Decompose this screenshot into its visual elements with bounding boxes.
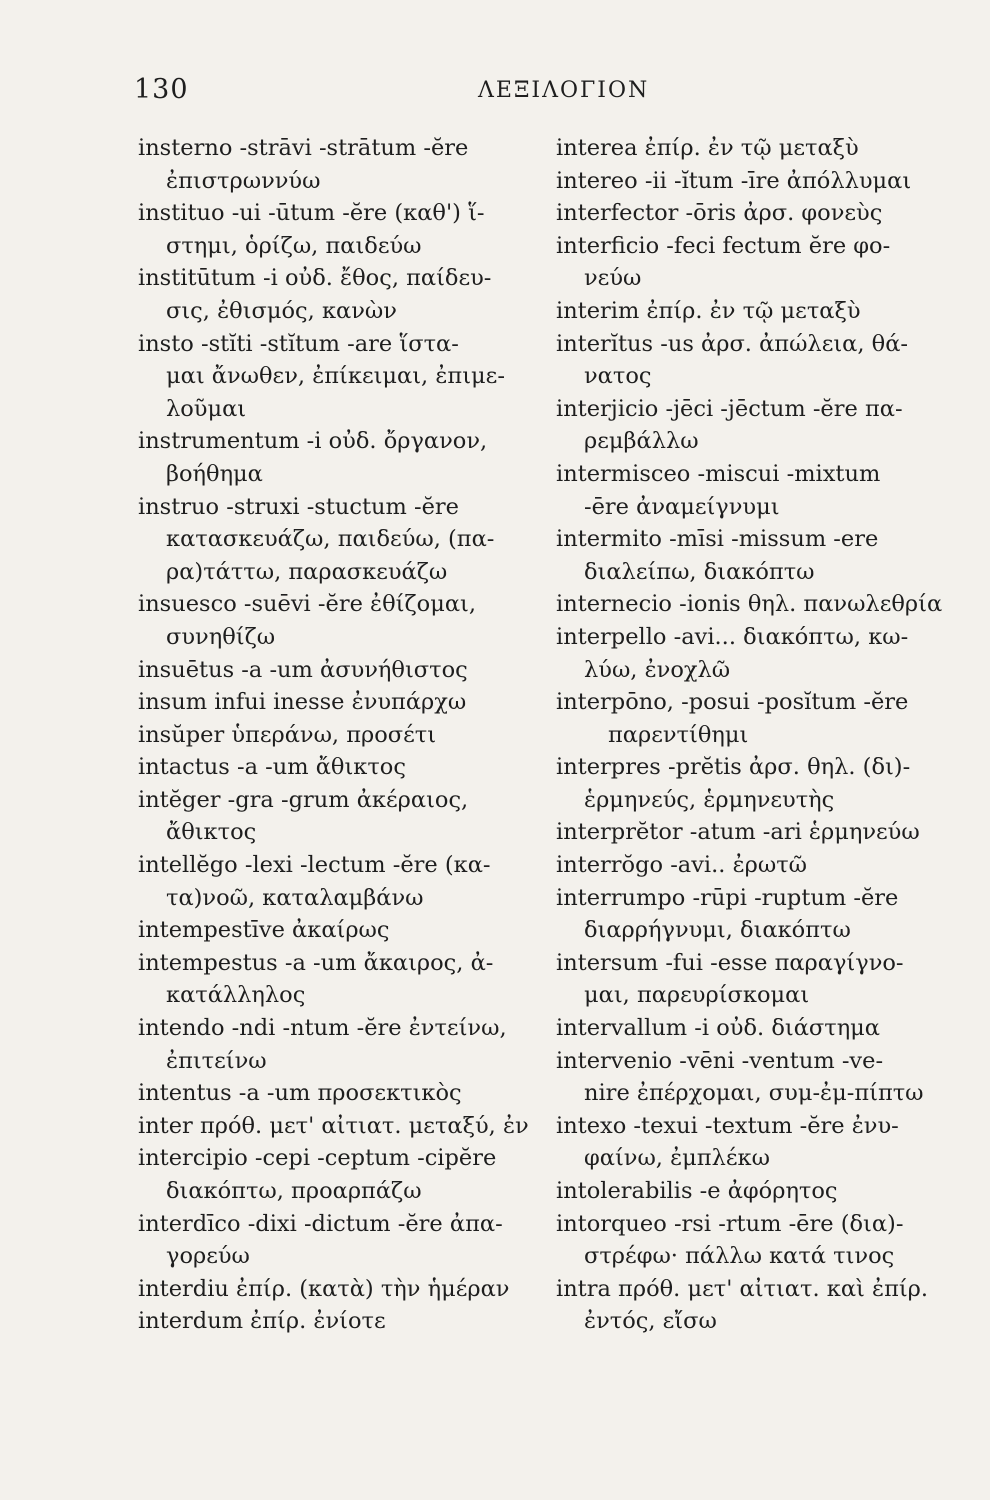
entry-line: ἑρμηνεύς, ἑρμηνευτὴς	[584, 786, 835, 813]
entry-line: interea ἐπίρ. ἐν τῷ μεταξὺ	[556, 135, 859, 161]
running-head: ΛΕΞΙΛΟΓΙΟΝ	[478, 78, 650, 103]
entry-line: internecio -ionis θηλ. πανωλεθρία	[556, 591, 943, 618]
entry-line: insum infui inesse ἐνυπάρχω	[138, 689, 467, 716]
entry-line: insto -stĭti -stĭtum -are ἵστα-	[138, 330, 459, 357]
entry-line: νεύω	[584, 265, 642, 292]
entry-line: λοῦμαι	[166, 395, 247, 422]
entry-line: interjicio -jēci -jēctum -ĕre πα-	[556, 395, 903, 422]
entry-line: κατασκευάζω, παιδεύω, (πα-	[166, 526, 495, 553]
entry-line: intolerabilis -e ἀφόρητος	[556, 1178, 838, 1204]
entry-line: γορεύω	[166, 1243, 250, 1270]
entry-line: ρα)τάττω, παρασκευάζω	[166, 558, 448, 585]
entry-line: interpōno, -posui -posĭtum -ĕre	[556, 689, 909, 716]
right-column	[556, 132, 976, 1338]
entry-line: μαι ἄνωθεν, ἐπίκειμαι, ἐπιμε-	[166, 363, 505, 390]
entry-line: intermito -mīsi -missum -ere	[556, 526, 879, 553]
entry-line: βοήθημα	[166, 460, 263, 487]
entry-line: μαι, παρευρίσκομαι	[584, 982, 810, 1009]
entry-line: interdum ἐπίρ. ἐνίοτε	[138, 1308, 386, 1335]
entry-line: intendo -ndi -ntum -ĕre ἐντείνω,	[138, 1015, 507, 1042]
entry-line: διαλείπω, διακόπτω	[584, 558, 815, 585]
entry-line: intorqueo -rsi -rtum -ēre (δια)-	[556, 1210, 904, 1237]
entry-line: instrumentum -i οὐδ. ὄργανον,	[138, 428, 488, 455]
entry-line: inter πρόθ. μετ' αἰτιατ. μεταξύ, ἐν	[138, 1112, 529, 1139]
entry-line: intactus -a -um ἄθικτος	[138, 754, 406, 781]
entry-line: intempestus -a -um ἄκαιρος, ἀ-	[138, 949, 494, 976]
entry-line: interdīco -dixi -dictum -ĕre ἀπα-	[138, 1210, 503, 1237]
entry-line: intĕger -gra -grum ἀκέραιος,	[138, 786, 469, 813]
entry-line: nire ἐπέρχομαι, συμ-ἐμ-πίπτω	[584, 1080, 924, 1107]
entry-line: διακόπτω, προαρπάζω	[166, 1178, 422, 1204]
entry-line: intercipio -cepi -ceptum -cipĕre	[138, 1145, 497, 1172]
entry-line: νατος	[584, 363, 652, 390]
entry-line: intermisceo -miscui -mixtum	[556, 460, 881, 487]
entry-line: intexo -texui -textum -ĕre ἐνυ-	[556, 1112, 899, 1139]
entry-line: interpello -avi... διακόπτω, κω-	[556, 623, 909, 650]
left-column	[138, 132, 548, 1338]
entry-line: intentus -a -um προσεκτικὸς	[138, 1080, 462, 1107]
entry-line: συνηθίζω	[166, 623, 276, 650]
entry-line: interprĕtor -atum -ari ἑρμηνεύω	[556, 819, 920, 846]
entry-line: στημι, ὁρίζω, παιδεύω	[166, 232, 422, 259]
entry-line: insŭper ὑπεράνω, προσέτι	[138, 721, 437, 748]
entry-line: interrumpo -rūpi -ruptum -ĕre	[556, 884, 899, 911]
entry-line: interdiu ἐπίρ. (κατὰ) τὴν ἡμέραν	[138, 1275, 510, 1302]
entry-line: φαίνω, ἐμπλέκω	[584, 1145, 770, 1172]
page-number: 130	[134, 74, 189, 105]
entry-line: interfector -ōris ἀρσ. φονεὺς	[556, 200, 883, 227]
entry-line: instituo -ui -ūtum -ĕre (καθ') ἵ-	[138, 200, 485, 227]
entry-line: intra πρόθ. μετ' αἰτιατ. καὶ ἐπίρ.	[556, 1275, 929, 1302]
entry-line: interĭtus -us ἀρσ. ἀπώλεια, θά-	[556, 330, 909, 357]
entry-line: ἐπιτείνω	[166, 1047, 267, 1074]
entry-line: instruo -struxi -stuctum -ĕre	[138, 493, 459, 520]
entry-line: insterno -strāvi -strātum -ĕre	[138, 135, 469, 161]
entry-line: intersum -fui -esse παραγίγνο-	[556, 949, 904, 976]
entry-line: λύω, ἐνοχλῶ	[584, 656, 731, 683]
entry-line: στρέφω· πάλλω κατά τινος	[584, 1243, 895, 1270]
entry-line: ἄθικτος	[166, 819, 257, 846]
entry-line: institūtum -i οὐδ. ἔθος, παίδευ-	[138, 265, 492, 292]
entry-line: interim ἐπίρ. ἐν τῷ μεταξὺ	[556, 297, 861, 324]
entry-line: intellĕgo -lexi -lectum -ĕre (κα-	[138, 852, 491, 879]
entry-line: intervallum -i οὐδ. διάστημα	[556, 1015, 880, 1042]
entry-line: intereo -ii -ĭtum -īre ἀπόλλυμαι	[556, 167, 912, 194]
entry-line: παρεντίθημι	[608, 721, 749, 748]
entry-line: interpres -prĕtis ἀρσ. θηλ. (δι)-	[556, 754, 911, 781]
entry-line: διαρρήγνυμι, διακόπτω	[584, 917, 851, 944]
entry-line: insuētus -a -um ἀσυνήθιστος	[138, 656, 468, 683]
entry-line: τα)νοῶ, καταλαμβάνω	[166, 884, 424, 911]
entry-line: ἐντός, εἴσω	[584, 1308, 717, 1335]
entry-line: insuesco -suēvi -ĕre ἐθίζομαι,	[138, 591, 477, 618]
entry-line: κατάλληλος	[166, 982, 306, 1009]
entry-line: -ēre ἀναμείγνυμι	[584, 493, 780, 520]
entry-line: σις, ἐθισμός, κανὼν	[166, 297, 397, 324]
entry-line: ἐπιστρωννύω	[166, 167, 321, 194]
entry-line: ρεμβάλλω	[584, 428, 699, 455]
entry-line: interficio -feci fectum ĕre φο-	[556, 232, 891, 259]
entry-line: interrŏgo -avi.. ἐρωτῶ	[556, 852, 808, 879]
entry-line: intempestīve ἀκαίρως	[138, 917, 390, 944]
entry-line: intervenio -vēni -ventum -ve-	[556, 1047, 884, 1074]
